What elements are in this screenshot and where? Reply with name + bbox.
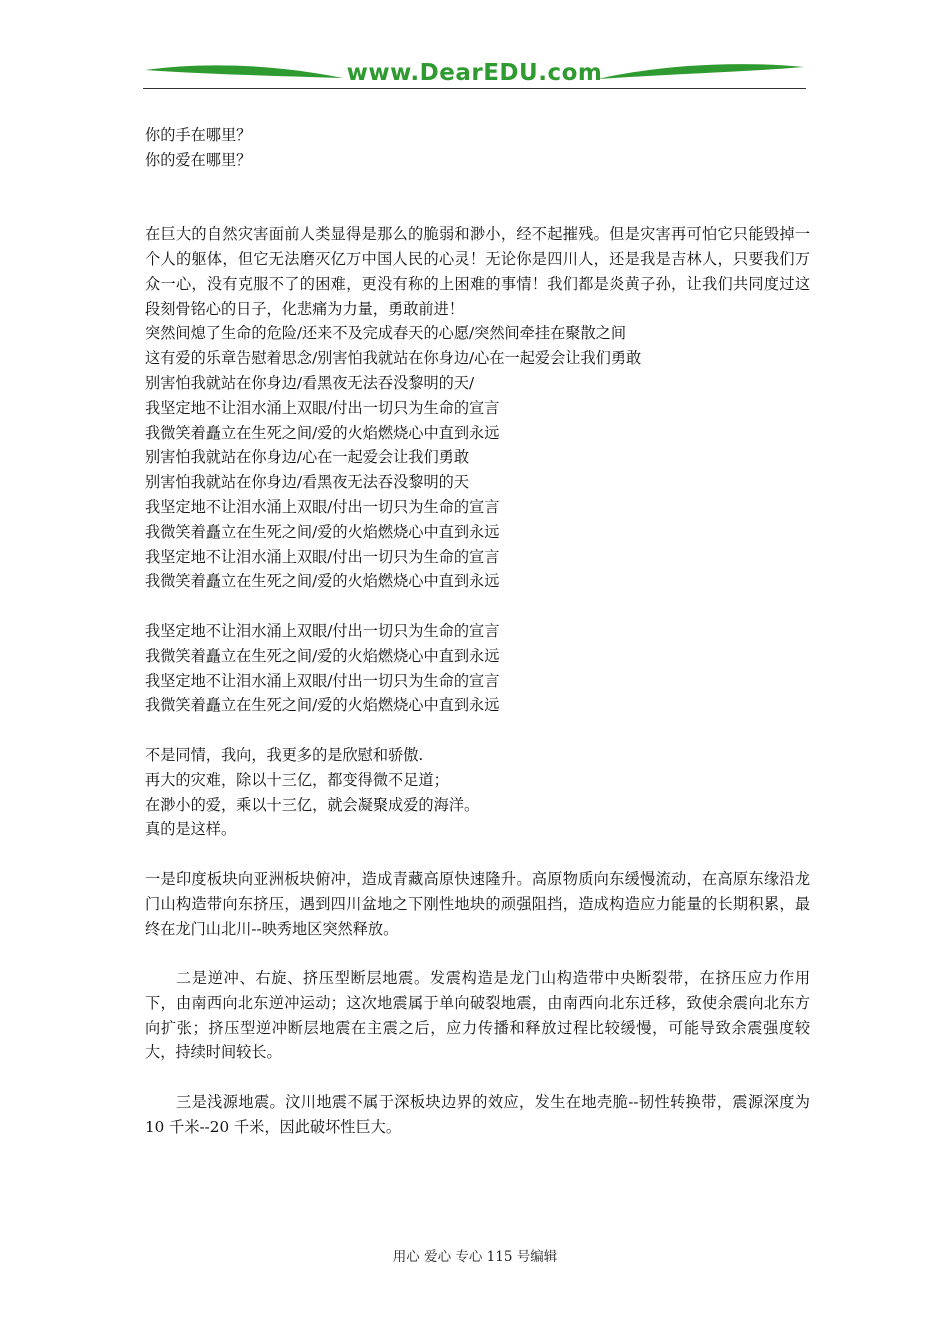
lyric-line: 我坚定地不让泪水涌上双眼/付出一切只为生命的宣言 <box>145 497 500 516</box>
document-body <box>145 123 810 1140</box>
lyric-line: 突然间熄了生命的危险/还来不及完成春天的心愿/突然间牵挂在聚散之间 <box>145 324 627 343</box>
lyric-line: 我坚定地不让泪水涌上双眼/付出一切只为生命的宣言 <box>145 671 500 690</box>
lyric-line: 我坚定地不让泪水涌上双眼/付出一切只为生命的宣言 <box>145 621 500 640</box>
lyric-line: 这有爱的乐章告慰着思念/别害怕我就站在你身边/心在一起爱会让我们勇敢 <box>145 349 642 368</box>
lyric-line: 我坚定地不让泪水涌上双眼/付出一切只为生命的宣言 <box>145 398 500 417</box>
lyric-line: 我微笑着矗立在生死之间/爱的火焰燃烧心中直到永远 <box>145 646 500 665</box>
lyric-line: 别害怕我就站在你身边/心在一起爱会让我们勇敢 <box>145 448 470 467</box>
lyric-line: 我微笑着矗立在生死之间/爱的火焰燃烧心中直到永远 <box>145 696 500 715</box>
page-footer: 用心 爱心 专心 115 号编辑 <box>392 1249 558 1265</box>
closing-line: 真的是这样。 <box>145 820 237 839</box>
intro-line: 你的手在哪里？ <box>145 126 252 144</box>
closing-line: 不是同情，我向，我更多的是欣慰和骄傲. <box>145 745 424 764</box>
lyric-line: 我微笑着矗立在生死之间/爱的火焰燃烧心中直到永远 <box>145 522 500 541</box>
header-divider <box>143 88 806 89</box>
site-header <box>143 58 806 92</box>
lyric-line: 我坚定地不让泪水涌上双眼/付出一切只为生命的宣言 <box>145 547 500 566</box>
lyric-line: 我微笑着矗立在生死之间/爱的火焰燃烧心中直到永远 <box>145 423 500 442</box>
lyric-line: 别害怕我就站在你身边/看黑夜无法吞没黎明的天/ <box>145 373 475 392</box>
intro-line: 你的爱在哪里？ <box>145 150 252 169</box>
closing-line: 再大的灾难，除以十三亿，都变得微不足道； <box>145 770 449 789</box>
site-name: www.DearEDU.com <box>346 60 603 86</box>
paragraph-message: 在巨大的自然灾害面前人类显得是那么的脆弱和渺小，经不起摧残。但是灾害再可怕它只能毁掉一个人的躯体，但它无法磨灭亿万中国人民的心灵！无论你是四川人，还是我是吉林人，只要我们万众一心，没有克服不了的困难，更没有称的上困难的事情！我们都是炎黄子孙，让我们共同度过这段刻骨铭心的日子，化悲痛为力量，勇敢前进！ <box>145 225 810 318</box>
lyric-line: 别害怕我就站在你身边/看黑夜无法吞没黎明的天 <box>145 473 470 492</box>
lyric-line: 我微笑着矗立在生死之间/爱的火焰燃烧心中直到永远 <box>145 572 500 591</box>
paragraph-cause-2: 二是逆冲、右旋、挤压型断层地震。发震构造是龙门山构造带中央断裂带，在挤压应力作用下，由南西向北东逆冲运动；这次地震属于单向破裂地震，由南西向北东迁移，致使余震向北东方向扩张；挤压型逆冲断层地震在主震之后，应力传播和释放过程比较缓慢，可能导致余震强度较大，持续时间较长。 <box>145 969 810 1062</box>
paragraph-cause-3: 三是浅源地震。汶川地震不属于深板块边界的效应，发生在地壳脆--韧性转换带，震源深度为 10 千米--20 千米，因此破坏性巨大。 <box>145 1093 810 1136</box>
closing-line: 在渺小的爱，乘以十三亿，就会凝聚成爱的海洋。 <box>145 795 480 814</box>
paragraph-cause-1: 一是印度板块向亚洲板块俯冲，造成青藏高原快速隆升。高原物质向东缓慢流动，在高原东缘沿龙门山构造带向东挤压，遇到四川盆地之下刚性地块的顽强阻挡，造成构造应力能量的长期积累，最终在龙门山北川--映秀地区突然释放。 <box>145 869 810 938</box>
